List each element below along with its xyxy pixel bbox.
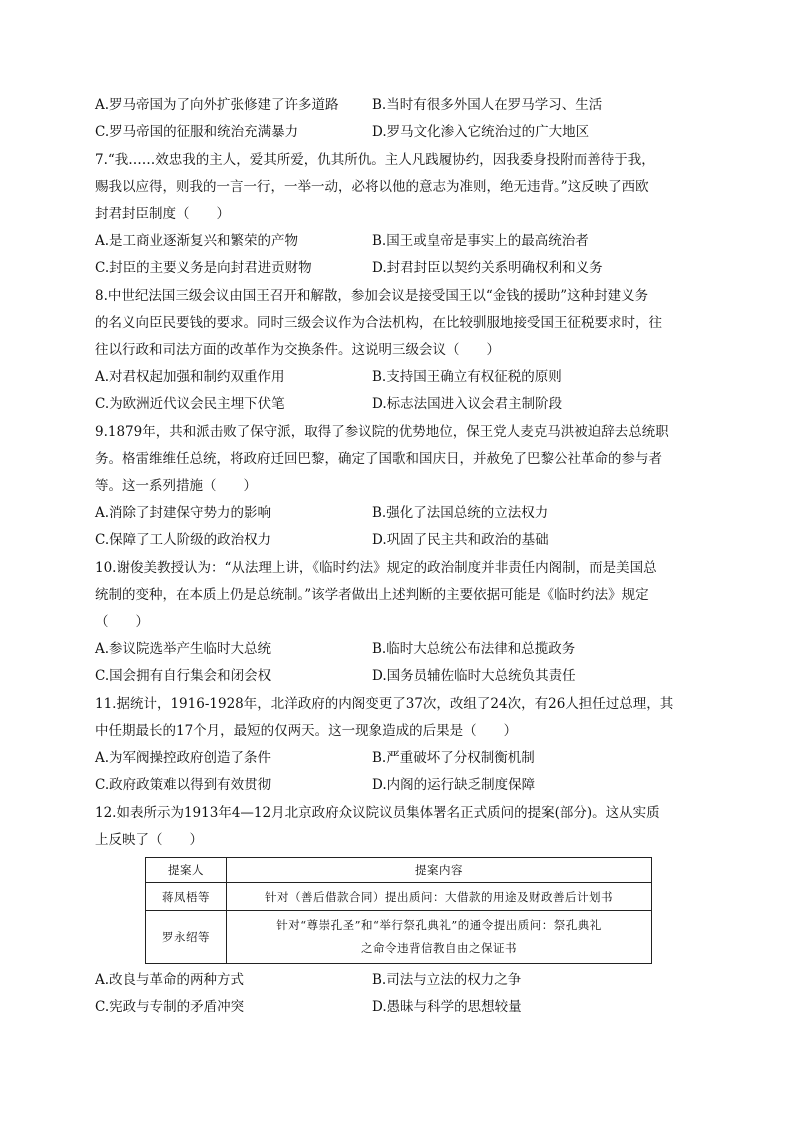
table-cell-content-line: 针对“尊崇孔圣”和“举行祭孔典礼”的通令提出质问：祭孔典礼 bbox=[276, 918, 602, 932]
q9-option-b: B.强化了法国总统的立法权力 bbox=[372, 505, 549, 521]
q12-option-c: C.宪政与专制的矛盾冲突 bbox=[95, 999, 245, 1015]
q12-option-b: B.司法与立法的权力之争 bbox=[372, 972, 522, 988]
table-header-row bbox=[146, 858, 652, 883]
q6-option-c: C.罗马帝国的征服和统治充满暴力 bbox=[95, 124, 299, 140]
table-cell-content-line: 之命令违背信教自由之保证书 bbox=[361, 941, 517, 955]
q12-option-d: D.愚昧与科学的思想较量 bbox=[372, 999, 522, 1015]
q7-option-d: D.封君封臣以契约关系明确权利和义务 bbox=[372, 260, 603, 276]
q12-option-a: A.改良与革命的两种方式 bbox=[95, 972, 245, 988]
q11-option-d: D.内阁的运行缺乏制度保障 bbox=[372, 777, 536, 793]
q11-option-b: B.严重破坏了分权制衡机制 bbox=[372, 750, 535, 766]
q6-option-d: D.罗马文化渗入它统治过的广大地区 bbox=[372, 124, 590, 140]
q7-stem-line-2: 赐我以应得，则我的一言一行，一举一动，必将以他的意志为准则，绝无违背。”这反映了西欧 bbox=[95, 179, 649, 195]
table-row bbox=[146, 911, 652, 964]
q10-stem-line-2: 统制的变种，在本质上仍是总统制。”该学者做出上述判断的主要依据可能是《临时约法》规定 bbox=[95, 587, 649, 603]
q6-option-b: B.当时有很多外国人在罗马学习、生活 bbox=[372, 97, 603, 113]
q11-stem-line-1: 11.据统计，1916-1928年，北洋政府的内阁变更了37次，改组了24次，有26人担任过总理，其 bbox=[95, 696, 674, 712]
q9-option-d: D.巩固了民主共和政治的基础 bbox=[372, 532, 549, 548]
table-cell-proposer: 蒋凤梧等 bbox=[146, 883, 227, 911]
q9-stem-line-3: 等。这一系列措施（ ） bbox=[95, 478, 257, 494]
table-row bbox=[146, 883, 652, 911]
q7-option-a: A.是工商业逐渐复兴和繁荣的产物 bbox=[95, 233, 299, 249]
q6-option-a: A.罗马帝国为了向外扩张修建了许多道路 bbox=[95, 97, 339, 113]
q10-option-c: C.国会拥有自行集会和闭会权 bbox=[95, 668, 272, 684]
q12-stem-line-1: 12.如表所示为1913年4—12月北京政府众议院议员集体署名正式质问的提案(部分)。这从实质 bbox=[95, 805, 660, 821]
proposal-table bbox=[145, 857, 652, 964]
q8-option-d: D.标志法国进入议会君主制阶段 bbox=[372, 396, 563, 412]
q7-option-c: C.封臣的主要义务是向封君进贡财物 bbox=[95, 260, 312, 276]
q9-option-c: C.保障了工人阶级的政治权力 bbox=[95, 532, 272, 548]
q9-option-a: A.消除了封建保守势力的影响 bbox=[95, 505, 272, 521]
q8-stem-line-1: 8.中世纪法国三级会议由国王召开和解散，参加会议是接受国王以“金钱的援助”这种封建义务 bbox=[95, 288, 649, 304]
q9-stem-line-2: 务。格雷维维任总统，将政府迁回巴黎，确定了国歌和国庆日，并赦免了巴黎公社革命的参与者 bbox=[95, 451, 662, 467]
q10-option-b: B.临时大总统公布法律和总揽政务 bbox=[372, 641, 576, 657]
q10-stem-line-1: 10.谢俊美教授认为：“从法理上讲，《临时约法》规定的政治制度并非责任内阁制，而是美国总 bbox=[95, 560, 657, 576]
q11-stem-line-2: 中任期最长的17个月，最短的仅两天。这一现象造成的后果是（ ） bbox=[95, 723, 518, 739]
q8-option-c: C.为欧洲近代议会民主埋下伏笔 bbox=[95, 396, 285, 412]
q9-stem-line-1: 9.1879年，共和派击败了保守派，取得了参议院的优势地位，保王党人麦克马洪被迫辞去总统职 bbox=[95, 424, 669, 440]
q11-option-c: C.政府政策难以得到有效贯彻 bbox=[95, 777, 272, 793]
q7-stem-line-3: 封君封臣制度（ ） bbox=[95, 206, 230, 222]
table-cell-content: 针对（善后借款合同）提出质问：大借款的用途及财政善后计划书 bbox=[227, 883, 652, 911]
table-cell-content bbox=[227, 911, 652, 964]
q10-option-d: D.国务员辅佐临时大总统负其责任 bbox=[372, 668, 576, 684]
q10-stem-line-3: （ ） bbox=[95, 614, 149, 630]
q7-option-b: B.国王或皇帝是事实上的最高统治者 bbox=[372, 233, 589, 249]
q8-stem-line-2: 的名义向臣民要钱的要求。同时三级会议作为合法机构，在比较驯服地接受国王征税要求时，往 bbox=[95, 315, 662, 331]
table-cell-proposer: 罗永绍等 bbox=[146, 911, 227, 964]
q12-stem-line-2: 上反映了（ ） bbox=[95, 832, 203, 848]
q7-stem-line-1: 7.“我……效忠我的主人，爱其所爱，仇其所仇。主人凡践履协约，因我委身投附而善待于我， bbox=[95, 152, 655, 168]
q8-stem-line-3: 往以行政和司法方面的改革作为交换条件。这说明三级会议（ ） bbox=[95, 342, 500, 358]
q8-option-b: B.支持国王确立有权征税的原则 bbox=[372, 369, 562, 385]
q8-option-a: A.对君权起加强和制约双重作用 bbox=[95, 369, 285, 385]
table-header-proposer: 提案人 bbox=[146, 858, 227, 883]
table-header-content: 提案内容 bbox=[227, 858, 652, 883]
q11-option-a: A.为军阀操控政府创造了条件 bbox=[95, 750, 272, 766]
q10-option-a: A.参议院选举产生临时大总统 bbox=[95, 641, 272, 657]
